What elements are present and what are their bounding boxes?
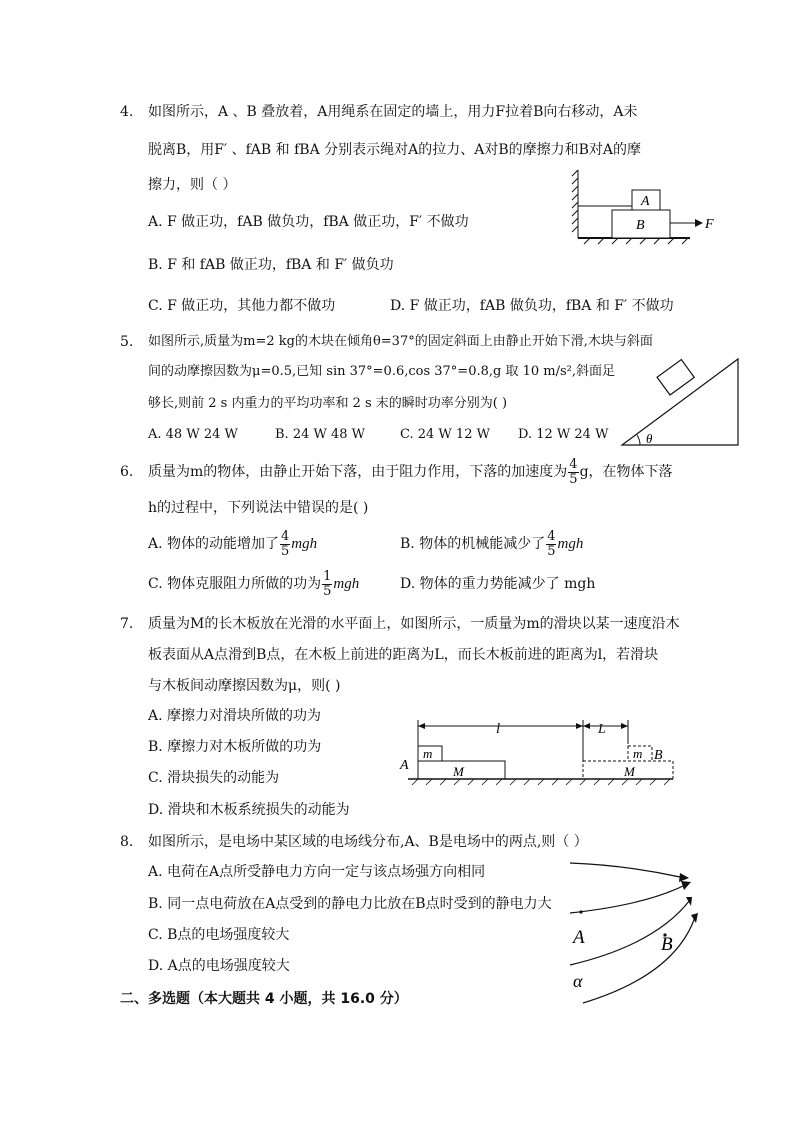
q7-option-b: B. 摩擦力对木板所做的功为 — [148, 739, 322, 755]
point-b-label: B — [661, 934, 673, 955]
q6-c-mgh: mgh — [333, 576, 360, 592]
q4-option-b: B. F 和 fAB 做正功，fBA 和 F′ 做负功 — [148, 257, 394, 273]
q6-a-den: 5 — [281, 543, 290, 559]
slider-right-label: m — [633, 746, 643, 761]
point-a — [579, 910, 582, 913]
q7-option-d: D. 滑块和木板系统损失的动能为 — [148, 802, 350, 818]
q6-number: 6. — [120, 464, 134, 480]
q4-stem-line3: 擦力，则（ ） — [148, 177, 237, 193]
block-a-label: A — [641, 194, 650, 209]
q7-option-c: C. 滑块损失的动能为 — [148, 770, 280, 786]
q8-option-a: A. 电荷在A点所受静电力方向一定与该点场强方向相同 — [148, 864, 486, 880]
q5-number: 5. — [120, 334, 134, 350]
q8-option-d: D. A点的电场强度较大 — [148, 958, 290, 974]
point-a-label: A — [400, 758, 409, 773]
q7-stem-line2: 板表面从A点滑到B点，在木板上前进的距离为L，而长木板前进的距离为l，若滑块 — [148, 647, 659, 663]
q6-a-num: 4 — [281, 528, 290, 544]
q4-stem-line2: 脱离B，用F′ 、fAB 和 fBA 分别表示绳对A的拉力、A对B的摩擦力和B对A的摩 — [148, 142, 642, 158]
q8-option-c: C. B点的电场强度较大 — [148, 927, 290, 943]
q6-a-mgh: mgh — [291, 536, 318, 552]
q4-option-a: A. F 做正功，fAB 做负功，fBA 做正功，F′ 不做功 — [148, 214, 469, 230]
point-a-label: A — [573, 927, 585, 948]
q4-number: 4. — [120, 104, 134, 120]
q6-frac-num: 4 — [569, 456, 578, 472]
field-line-3 — [570, 900, 690, 965]
force-label: F — [705, 217, 714, 232]
q7-figure — [398, 712, 678, 792]
l-label: l — [496, 721, 501, 737]
L-label: L — [598, 722, 606, 737]
alpha-label: α — [573, 971, 583, 991]
q6-c-fraction — [322, 570, 332, 599]
q7-stem-line1: 质量为M的长木板放在光滑的水平面上，如图所示，一质量为m的滑块以某一速度沿木 — [148, 616, 680, 632]
q8-stem-line1: 如图所示，是电场中某区域的电场线分布,A、B是电场中的两点,则（ ） — [148, 834, 588, 850]
q6-c-num: 1 — [323, 568, 332, 584]
q8-number: 8. — [120, 834, 134, 850]
q6-stem-text-a: 质量为m的物体，由静止开始下落，由于阻力作用，下落的加速度为 — [148, 464, 568, 480]
field-line-1 — [570, 863, 680, 877]
q6-a-fraction — [280, 530, 290, 559]
q4-option-c: C. F 做正功，其他力都不做功 — [148, 298, 336, 314]
q8-option-b: B. 同一点电荷放在A点受到的静电力比放在B点时受到的静电力大 — [148, 896, 552, 912]
q6-accel-fraction — [568, 458, 578, 487]
q4-stem-line1: 如图所示，A 、B 叠放着，A用绳系在固定的墙上，用力F拉着B向右移动，A未 — [148, 104, 638, 120]
q6-b-den: 5 — [547, 543, 556, 559]
q6-option-d: D. 物体的重力势能减少了 mgh — [400, 576, 596, 592]
q6-stem-text-b: g，在物体下落 — [579, 464, 673, 480]
q6-stem-line2: h的过程中，下列说法中错误的是( ) — [148, 500, 369, 516]
q6-b-mgh: mgh — [557, 536, 584, 552]
q6-option-c — [148, 566, 359, 602]
q6-a-text: A. 物体的动能增加了 — [148, 536, 280, 552]
q8-figure — [565, 855, 715, 1005]
q5-option-d: D. 12 W 24 W — [518, 427, 609, 442]
q6-b-num: 4 — [547, 528, 556, 544]
q5-option-b: B. 24 W 48 W — [275, 427, 366, 442]
q5-stem-line3: 够长,则前 2 s 内重力的平均功率和 2 s 末的瞬时功率分别为( ) — [148, 396, 508, 411]
q5-option-c: C. 24 W 12 W — [400, 427, 490, 442]
q6-stem-line1 — [148, 454, 673, 490]
q5-stem-line1: 如图所示,质量为m=2 kg的木块在倾角θ=37°的固定斜面上由静止开始下滑,木块与斜面 — [148, 334, 653, 349]
q6-c-den: 5 — [323, 583, 332, 599]
block-b-label: B — [636, 218, 645, 233]
q4-figure — [570, 168, 720, 248]
q6-frac-den: 5 — [569, 471, 578, 487]
point-b-label: B — [654, 748, 663, 763]
q4-option-d: D. F 做正功，fAB 做负功，fBA 和 F′ 不做功 — [390, 298, 674, 314]
board-right-label: M — [624, 764, 635, 779]
q6-c-text: C. 物体克服阻力所做的功为 — [148, 576, 322, 592]
field-line-2 — [570, 885, 685, 913]
q7-option-a: A. 摩擦力对滑块所做的功为 — [148, 708, 322, 724]
field-line-4 — [583, 917, 695, 1003]
q7-stem-line3: 与木板间动摩擦因数为μ，则( ) — [148, 678, 341, 694]
q6-b-text: B. 物体的机械能减少了 — [400, 536, 546, 552]
q7-number: 7. — [120, 616, 134, 632]
section-heading-multi-choice: 二、多选题（本大题共 4 小题，共 16.0 分） — [120, 991, 408, 1007]
q5-figure — [620, 355, 740, 450]
theta-label: θ — [646, 431, 653, 446]
slider-left-label: m — [423, 746, 433, 761]
wood-block — [657, 360, 694, 395]
q5-option-a: A. 48 W 24 W — [148, 427, 238, 442]
q6-option-b — [400, 526, 583, 562]
q6-b-fraction — [546, 530, 556, 559]
q5-stem-line2: 间的动摩擦因数为μ=0.5,已知 sin 37°=0.6,cos 37°=0.8,g 取 10 m/s²,斜面足 — [148, 364, 615, 379]
q6-option-a — [148, 526, 317, 562]
board-left-label: M — [453, 764, 464, 779]
